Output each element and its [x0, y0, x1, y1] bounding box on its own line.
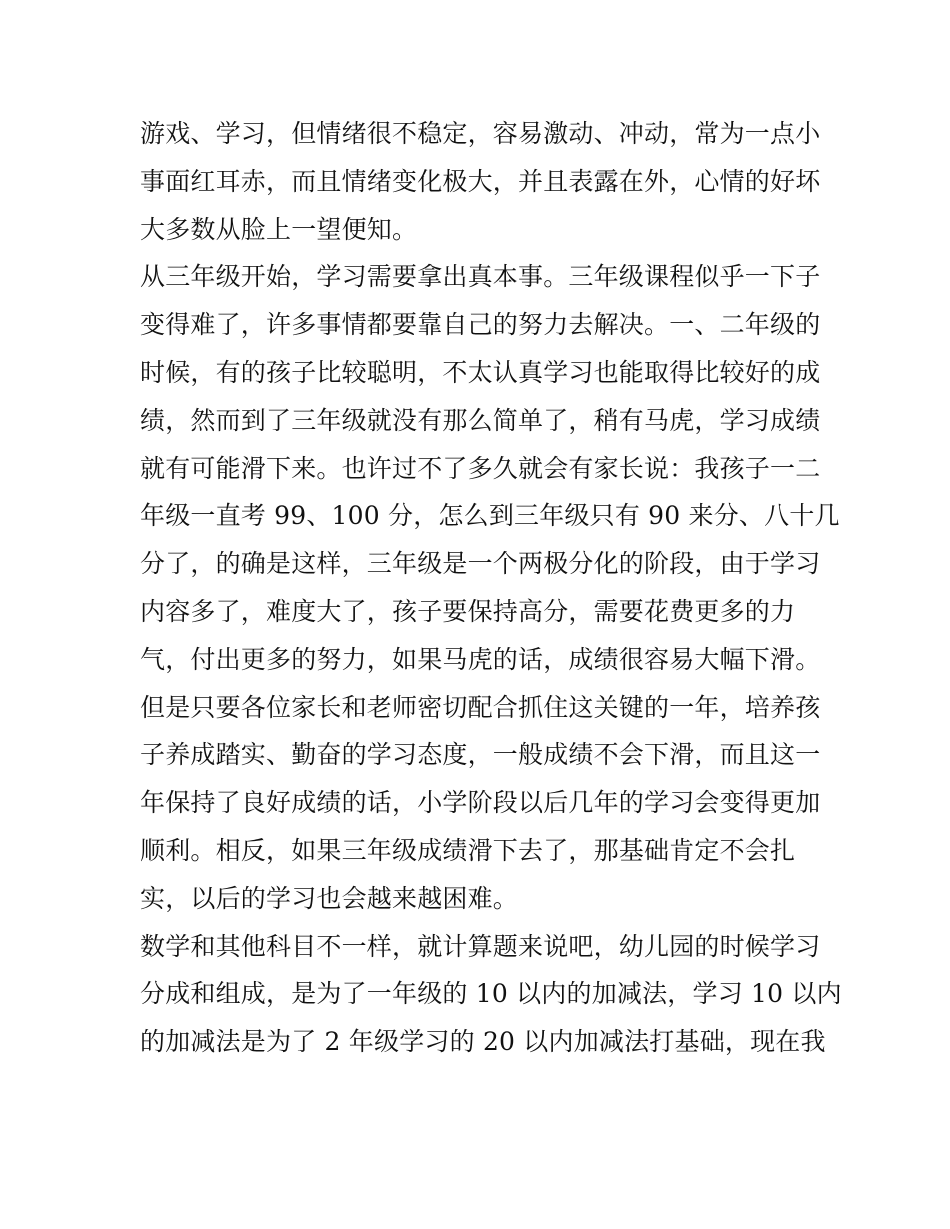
text-line: 大多数从脸上一望便知。 — [140, 214, 418, 244]
text-line: 分成和组成，是为了一年级的 10 以内的加减法，学习 10 以内 — [140, 979, 842, 1009]
text-line: 从三年级开始，学习需要拿出真本事。三年级课程似乎一下子 — [140, 262, 821, 292]
document-body — [140, 110, 842, 1066]
text-line: 时候，有的孩子比较聪明，不太认真学习也能取得比较好的成 — [140, 357, 821, 387]
text-line: 事面红耳赤，而且情绪变化极大，并且表露在外，心情的好坏 — [140, 166, 821, 196]
text-line: 的加减法是为了 2 年级学习的 20 以内加减法打基础，现在我 — [140, 1027, 826, 1057]
text-line: 游戏、学习，但情绪很不稳定，容易激动、冲动，常为一点小 — [140, 119, 821, 148]
text-line: 顺利。相反，如果三年级成绩滑下去了，那基础肯定不会扎 — [140, 835, 796, 865]
text-line: 年级一直考 99、100 分，怎么到三年级只有 90 来分、八十几 — [140, 501, 840, 531]
text-line: 就有可能滑下来。也许过不了多久就会有家长说：我孩子一二 — [140, 453, 821, 483]
text-line: 内容多了，难度大了，孩子要保持高分，需要花费更多的力 — [140, 596, 796, 626]
text-line: 但是只要各位家长和老师密切配合抓住这关键的一年，培养孩 — [140, 692, 821, 722]
text-line: 年保持了良好成绩的话，小学阶段以后几年的学习会变得更加 — [140, 788, 821, 818]
text-line: 子养成踏实、勤奋的学习态度，一般成绩不会下滑，而且这一 — [140, 740, 821, 770]
text-line: 实，以后的学习也会越来越困难。 — [140, 883, 519, 913]
text-line: 分了，的确是这样，三年级是一个两极分化的阶段，由于学习 — [140, 549, 821, 579]
text-line: 数学和其他科目不一样，就计算题来说吧，幼儿园的时候学习 — [140, 931, 821, 961]
text-line: 变得难了，许多事情都要靠自己的努力去解决。一、二年级的 — [140, 310, 821, 340]
text-line: 气，付出更多的努力，如果马虎的话，成绩很容易大幅下滑。 — [140, 644, 821, 674]
text-line: 绩，然而到了三年级就没有那么简单了，稍有马虎，学习成绩 — [140, 405, 821, 435]
